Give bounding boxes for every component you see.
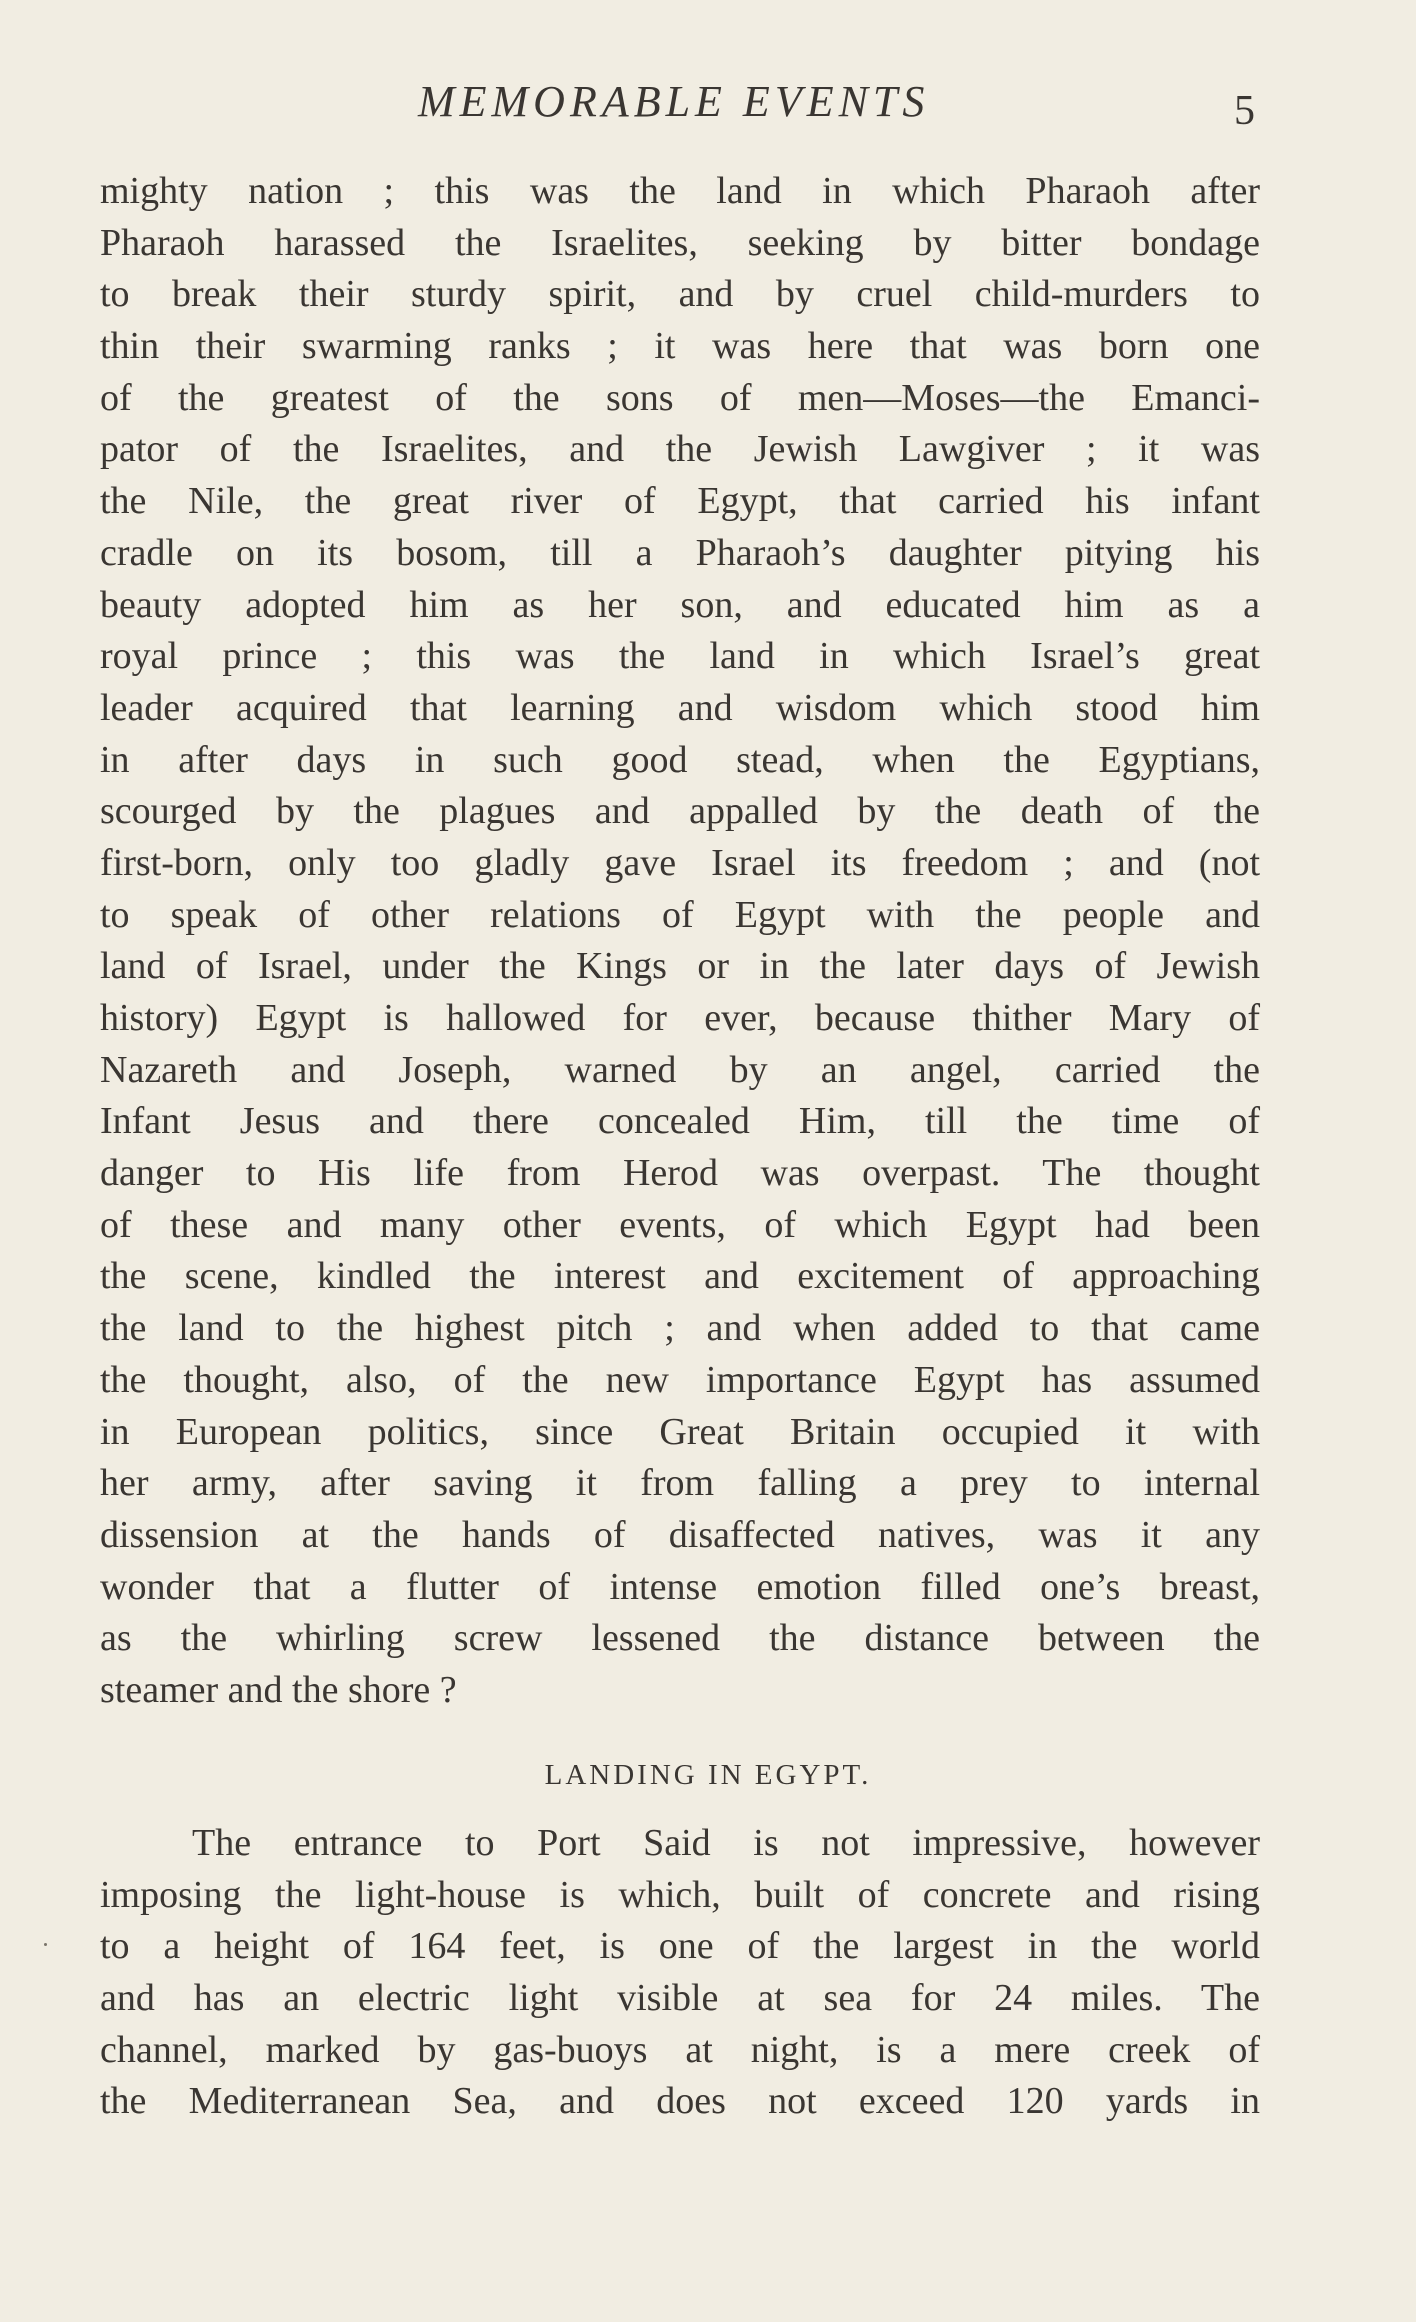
text-line: to speak of other relations of Egypt with the people and: [100, 893, 1260, 936]
text-line: scourged by the plagues and appalled by the death of the: [100, 790, 1260, 833]
text-line: mighty nation ; this was the land in which Pharaoh after: [100, 170, 1260, 212]
text-line: Infant Jesus and there concealed Him, till the time of: [100, 1100, 1260, 1143]
text-line: danger to His life from Herod was overpast. The thought: [100, 1152, 1260, 1195]
text-line: royal prince ; this was the land in which Israel’s great: [100, 635, 1260, 678]
text-line: leader acquired that learning and wisdom which stood him: [100, 686, 1260, 729]
text-line: Pharaoh harassed the Israelites, seeking by bitter bondage: [100, 221, 1260, 264]
text-line: Nazareth and Joseph, warned by an angel, carried the: [100, 1048, 1260, 1091]
text-line: dissension at the hands of disaffected natives, was it any: [100, 1513, 1260, 1556]
running-title: MEMORABLE EVENTS: [418, 77, 930, 126]
text-line: pator of the Israelites, and the Jewish Lawgiver ; it was: [100, 428, 1260, 471]
text-line: beauty adopted him as her son, and educated him as a: [100, 583, 1260, 626]
text-line: imposing the light-house is which, built of concrete and rising: [100, 1873, 1260, 1916]
text-line: wonder that a flutter of intense emotion filled one’s breast,: [100, 1565, 1260, 1608]
text-line: first-born, only too gladly gave Israel its freedom ; and (not: [100, 841, 1260, 884]
paragraph-2: [100, 1818, 1260, 2128]
running-head: [0, 74, 1416, 134]
text-line: cradle on its bosom, till a Pharaoh’s daughter pitying his: [100, 531, 1260, 574]
text-line: history) Egypt is hallowed for ever, because thither Mary of: [100, 997, 1260, 1039]
text-line: of the greatest of the sons of men—Moses—the Emanci-: [100, 376, 1260, 419]
text-line: the land to the highest pitch ; and when added to that came: [100, 1307, 1260, 1350]
text-line: as the whirling screw lessened the distance between the: [100, 1617, 1260, 1660]
text-line: to break their sturdy spirit, and by cruel child-murders to: [100, 273, 1260, 316]
text-line: the scene, kindled the interest and excitement of approaching: [100, 1255, 1260, 1298]
text-line: thin their swarming ranks ; it was here that was born one: [100, 325, 1260, 368]
text-line: in after days in such good stead, when the Egyptians,: [100, 738, 1260, 781]
text-line: the thought, also, of the new importance Egypt has assumed: [100, 1358, 1260, 1401]
text-line: The entrance to Port Said is not impressive, however: [192, 1822, 1260, 1864]
text-line: land of Israel, under the Kings or in the later days of Jewish: [100, 945, 1260, 988]
paragraph-1: [100, 166, 1260, 1717]
text-line: her army, after saving it from falling a prey to internal: [100, 1462, 1260, 1505]
page-number: 5: [1234, 88, 1255, 134]
text-line: the Nile, the great river of Egypt, that carried his infant: [100, 480, 1260, 523]
section-heading: LANDING IN EGYPT.: [544, 1759, 872, 1791]
text-line: in European politics, since Great Britain occupied it with: [100, 1410, 1260, 1453]
text-line: of these and many other events, of which Egypt had been: [100, 1203, 1260, 1246]
margin-speck: [44, 1943, 47, 1946]
text-line: channel, marked by gas-buoys at night, is a mere creek of: [100, 2028, 1260, 2071]
text-line: steamer and the shore ?: [100, 1668, 457, 1711]
text-line: and has an electric light visible at sea for 24 miles. The: [100, 1977, 1260, 2020]
text-line: to a height of 164 feet, is one of the largest in the world: [100, 1925, 1260, 1968]
text-line: the Mediterranean Sea, and does not exceed 120 yards in: [100, 2080, 1260, 2123]
